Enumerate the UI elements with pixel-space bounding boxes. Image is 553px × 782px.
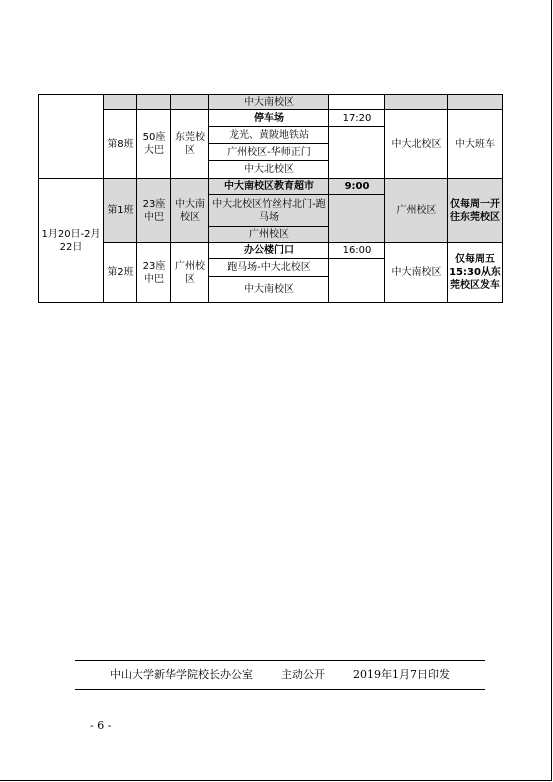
- header-stop: 中大南校区: [244, 96, 294, 108]
- stop-1-1: 中大北校区竹丝村北门-跑马场: [209, 195, 329, 226]
- stop-2-0: 办公楼门口: [244, 245, 294, 256]
- table-rule: [104, 242, 503, 243]
- stop-2-2: 中大南校区: [244, 284, 294, 295]
- shift-1: 第1班: [104, 179, 137, 242]
- time-1: 9:00: [329, 179, 385, 194]
- vehicle-8: 50座大巴: [142, 132, 166, 156]
- table-rule: [208, 94, 209, 303]
- note-2: 仅每周五15:30从东莞校区发车: [449, 254, 501, 291]
- shift-2: 第2班: [107, 267, 134, 278]
- vehicle-2: 23座中巴: [142, 260, 166, 285]
- table-rule: [103, 94, 104, 303]
- time-2: 16:00: [342, 245, 372, 256]
- table-rule: [209, 258, 385, 259]
- gray-cell: [448, 95, 502, 109]
- table-rule: [209, 143, 329, 144]
- table-rule: [170, 94, 171, 303]
- table-rule: [328, 94, 329, 303]
- stop-8-0: 停车场: [254, 112, 284, 124]
- gray-cell: [171, 95, 209, 109]
- destination-2: 中大南校区: [391, 267, 442, 278]
- note-8: 中大班车: [455, 138, 495, 150]
- table-rule: [209, 226, 329, 227]
- table-rule: [104, 109, 503, 110]
- destination-1: 广州校区: [385, 179, 448, 242]
- footer: [75, 663, 485, 687]
- table-rule: [447, 94, 448, 303]
- campus-2: 广州校区: [175, 260, 205, 285]
- footer-rule: [75, 689, 485, 690]
- table-rule: [384, 94, 385, 303]
- footer-office: 中山大学新华学院校长办公室: [110, 668, 254, 681]
- shift-8: 第8班: [107, 138, 134, 150]
- footer-date: 2019年1月7日印发: [352, 668, 450, 681]
- table-rule: [38, 94, 39, 303]
- table-rule: [38, 94, 503, 95]
- footer-rule: [75, 660, 485, 661]
- stop-1-0: 中大南校区教育超市: [209, 179, 329, 194]
- time-8: 17:20: [342, 112, 372, 124]
- footer-disclosure: 主动公开: [281, 668, 325, 681]
- stop-1-2: 广州校区: [209, 227, 329, 242]
- table-rule: [136, 94, 137, 303]
- stop-8-3: 中大北校区: [244, 164, 294, 175]
- gray-cell: [329, 195, 385, 242]
- table-rule: [209, 276, 329, 277]
- table-rule: [502, 94, 503, 303]
- table-rule: [38, 302, 503, 303]
- gray-cell: [385, 95, 448, 109]
- table-rule: [209, 160, 329, 161]
- period-cell: 1月20日-2月22日: [41, 228, 101, 253]
- vehicle-1: 23座中巴: [137, 179, 171, 242]
- gray-cell: [104, 95, 137, 109]
- stop-8-1: 龙光、黄陂地铁站: [229, 129, 309, 141]
- table-rule: [209, 194, 385, 195]
- page-number: - 6 -: [90, 719, 112, 732]
- stop-8-2: 广州校区-华师正门: [227, 146, 311, 158]
- gray-cell: [137, 95, 171, 109]
- note-1: 仅每周一开往东莞校区: [448, 179, 502, 242]
- table-rule: [209, 126, 385, 127]
- campus-1: 中大南校区: [171, 179, 209, 242]
- header-stop-cell: [209, 95, 329, 109]
- table-rule: [38, 178, 503, 179]
- campus-8: 东莞校区: [175, 132, 205, 156]
- stop-2-1: 跑马场-中大北校区: [227, 262, 311, 273]
- destination-8: 中大北校区: [391, 138, 442, 150]
